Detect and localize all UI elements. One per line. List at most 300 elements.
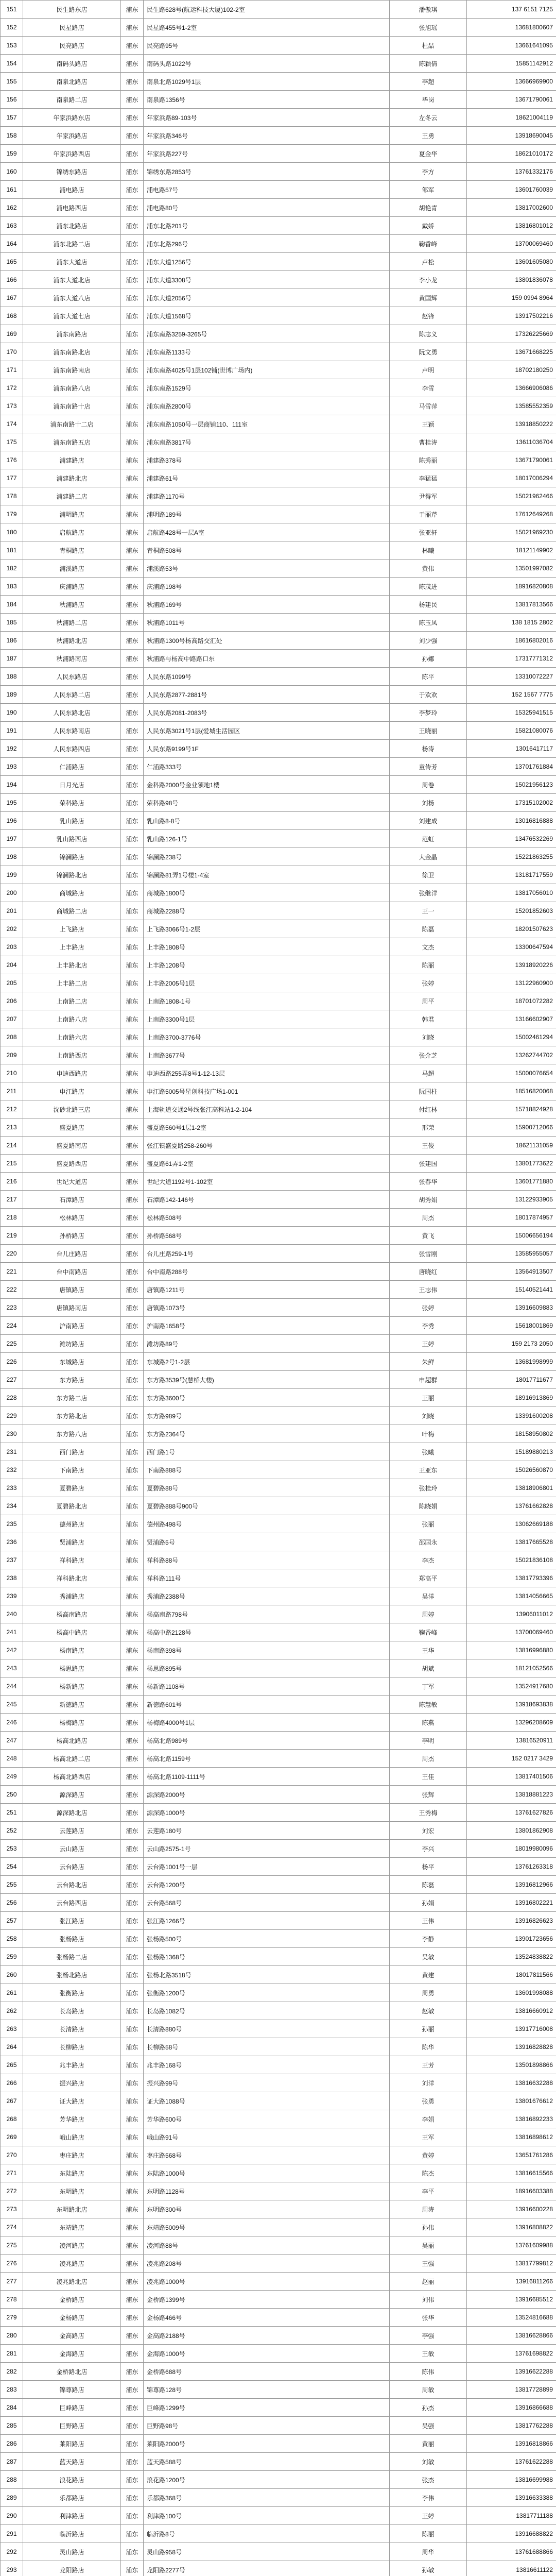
- phone-number: 13916609883: [467, 1299, 556, 1317]
- district: 浦东: [121, 235, 144, 253]
- phone-number: 13816628866: [467, 2327, 556, 2345]
- district: 浦东: [121, 91, 144, 109]
- phone-number: 13817401506: [467, 1768, 556, 1786]
- contact-person: 李静: [390, 1930, 467, 1948]
- contact-person: 毕岗: [390, 91, 467, 109]
- store-address: 人民东路9199号1F: [144, 740, 390, 758]
- row-number: 229: [1, 1407, 23, 1425]
- contact-person: 张辉: [390, 1786, 467, 1804]
- row-number: 260: [1, 1966, 23, 1984]
- table-row: [1, 2435, 556, 2453]
- table-row: [1, 1461, 556, 1479]
- row-number: 198: [1, 848, 23, 866]
- table-row: [1, 2525, 556, 2543]
- store-address: 秀浦路2388号: [144, 1587, 390, 1605]
- phone-number: 18916913869: [467, 1389, 556, 1407]
- store-address: 东靖路5009号: [144, 2218, 390, 2236]
- contact-person: 鞠香峰: [390, 235, 467, 253]
- phone-number: 152 0217 3429: [467, 1750, 556, 1768]
- store-name: 浦东南路五店: [23, 433, 121, 451]
- district: 浦东: [121, 1587, 144, 1605]
- store-table-body: [1, 1, 556, 2576]
- store-address: 上南路3700-3776号: [144, 1028, 390, 1046]
- store-name: 南泉路二店: [23, 91, 121, 109]
- store-address: 张江镇盛夏路258-260号: [144, 1137, 390, 1155]
- phone-number: 18701072282: [467, 992, 556, 1010]
- store-name: 沈砂北路三店: [23, 1100, 121, 1118]
- store-address: 盛夏路61弄1-2室: [144, 1155, 390, 1173]
- phone-number: 13817793396: [467, 1569, 556, 1587]
- contact-person: 刘建成: [390, 812, 467, 830]
- store-name: 民亮路店: [23, 37, 121, 55]
- contact-person: 胡斌: [390, 1659, 467, 1677]
- row-number: 206: [1, 992, 23, 1010]
- store-address: 巨峰路1299号: [144, 2399, 390, 2417]
- contact-person: 赵丽: [390, 2273, 467, 2291]
- district: 浦东: [121, 2507, 144, 2525]
- table-row: [1, 830, 556, 848]
- contact-person: 王芳: [390, 2056, 467, 2074]
- row-number: 240: [1, 1605, 23, 1623]
- store-address: 乳山路8-8号: [144, 812, 390, 830]
- district: 浦东: [121, 1659, 144, 1677]
- store-name: 锦尊路店: [23, 2381, 121, 2399]
- row-number: 185: [1, 614, 23, 632]
- district: 浦东: [121, 181, 144, 199]
- store-name: 张杨北路店: [23, 1966, 121, 1984]
- store-name: 长清路店: [23, 2020, 121, 2038]
- store-address: 金海路1000号: [144, 2345, 390, 2363]
- store-address: 临沂路8号: [144, 2525, 390, 2543]
- row-number: 246: [1, 1714, 23, 1732]
- store-address: 夏碧路888号900号: [144, 1497, 390, 1515]
- store-address: 金杨路466号: [144, 2309, 390, 2327]
- store-address: 莱阳路2000号: [144, 2435, 390, 2453]
- store-address: 浦东南路2800号: [144, 397, 390, 415]
- store-address: 峨山路91号: [144, 2128, 390, 2146]
- store-address: 浦东南路3817号: [144, 433, 390, 451]
- phone-number: 13916811266: [467, 2273, 556, 2291]
- row-number: 171: [1, 361, 23, 379]
- store-name: 下南路店: [23, 1461, 121, 1479]
- table-row: [1, 1425, 556, 1443]
- store-name: 庆浦路店: [23, 578, 121, 596]
- district: 浦东: [121, 109, 144, 127]
- row-number: 285: [1, 2417, 23, 2435]
- table-row: [1, 2291, 556, 2309]
- row-number: 190: [1, 704, 23, 722]
- table-row: [1, 2056, 556, 2074]
- row-number: 282: [1, 2363, 23, 2381]
- store-address: 张衡路1200号: [144, 1984, 390, 2002]
- store-name: 孙桥路店: [23, 1227, 121, 1245]
- row-number: 291: [1, 2525, 23, 2543]
- table-row: [1, 451, 556, 469]
- phone-number: 15618001869: [467, 1317, 556, 1335]
- row-number: 153: [1, 37, 23, 55]
- store-name: 德州路店: [23, 1515, 121, 1533]
- phone-number: 13817711188: [467, 2507, 556, 2525]
- contact-person: 陈燕: [390, 1714, 467, 1732]
- phone-number: 13801836078: [467, 271, 556, 289]
- store-address: 孙桥路568号: [144, 1227, 390, 1245]
- store-address: 浦东南路3259-3265号: [144, 325, 390, 343]
- district: 浦东: [121, 1010, 144, 1028]
- row-number: 194: [1, 776, 23, 794]
- row-number: 220: [1, 1245, 23, 1263]
- contact-person: 卢明: [390, 361, 467, 379]
- district: 浦东: [121, 2309, 144, 2327]
- store-name: 上飞路店: [23, 920, 121, 938]
- phone-number: 13801676612: [467, 2092, 556, 2110]
- district: 浦东: [121, 758, 144, 776]
- contact-person: 韩君: [390, 1010, 467, 1028]
- store-address: 上丰路2005号1层: [144, 974, 390, 992]
- phone-number: 13901723656: [467, 1930, 556, 1948]
- store-address: 荣科路98号: [144, 794, 390, 812]
- district: 浦东: [121, 469, 144, 487]
- row-number: 267: [1, 2092, 23, 2110]
- phone-number: 17317771312: [467, 650, 556, 668]
- row-number: 152: [1, 19, 23, 37]
- district: 浦东: [121, 2056, 144, 2074]
- row-number: 195: [1, 794, 23, 812]
- store-name: 浦东大道七店: [23, 307, 121, 325]
- table-row: [1, 1696, 556, 1714]
- table-row: [1, 1407, 556, 1425]
- district: 浦东: [121, 614, 144, 632]
- contact-person: 李雪: [390, 379, 467, 397]
- store-address: 申迪西路255弄8号1-12-13层: [144, 1064, 390, 1082]
- store-address: 浦溪路53号: [144, 560, 390, 578]
- store-name: 杨梅路店: [23, 1714, 121, 1732]
- district: 浦东: [121, 19, 144, 37]
- phone-number: 18516820068: [467, 1082, 556, 1100]
- contact-person: 李娟: [390, 2110, 467, 2128]
- contact-person: 陈晓娟: [390, 1497, 467, 1515]
- store-name: 年家浜路西店: [23, 145, 121, 163]
- row-number: 159: [1, 145, 23, 163]
- store-address: 上海轨道交通2号线张江高科站1-2-104: [144, 1100, 390, 1118]
- contact-person: 黄丽: [390, 2435, 467, 2453]
- table-row: [1, 2182, 556, 2200]
- district: 浦东: [121, 902, 144, 920]
- row-number: 254: [1, 1858, 23, 1876]
- row-number: 193: [1, 758, 23, 776]
- store-address: 浦东大道1256号: [144, 253, 390, 271]
- district: 浦东: [121, 2561, 144, 2576]
- phone-number: 13564913507: [467, 1263, 556, 1281]
- store-name: 杨高北路西店: [23, 1768, 121, 1786]
- table-row: [1, 1479, 556, 1497]
- store-address: 杨高北路989号: [144, 1732, 390, 1750]
- store-name: 浦明路店: [23, 505, 121, 523]
- contact-person: 王强: [390, 2255, 467, 2273]
- phone-number: 13122933905: [467, 1191, 556, 1209]
- table-row: [1, 2092, 556, 2110]
- phone-number: 18017006294: [467, 469, 556, 487]
- phone-number: 13700069460: [467, 1623, 556, 1641]
- row-number: 179: [1, 505, 23, 523]
- row-number: 192: [1, 740, 23, 758]
- row-number: 181: [1, 541, 23, 560]
- district: 浦东: [121, 325, 144, 343]
- contact-person: 张亚轩: [390, 523, 467, 541]
- district: 浦东: [121, 487, 144, 505]
- district: 浦东: [121, 1696, 144, 1714]
- contact-person: 刘晓: [390, 1407, 467, 1425]
- contact-person: 刘敏: [390, 2453, 467, 2471]
- contact-person: 吴洋: [390, 1587, 467, 1605]
- phone-number: 13801773622: [467, 1155, 556, 1173]
- store-address: 秋浦路169号: [144, 596, 390, 614]
- phone-number: 15021836108: [467, 1551, 556, 1569]
- store-address: 长岛路1082号: [144, 2002, 390, 2020]
- store-address: 浦建路61号: [144, 469, 390, 487]
- row-number: 199: [1, 866, 23, 884]
- phone-number: 13917502216: [467, 307, 556, 325]
- store-address: 浦东南路4025号1层102铺(世博广场内): [144, 361, 390, 379]
- district: 浦东: [121, 253, 144, 271]
- contact-person: 邹军: [390, 181, 467, 199]
- table-row: [1, 2471, 556, 2489]
- district: 浦东: [121, 1389, 144, 1407]
- row-number: 182: [1, 560, 23, 578]
- table-row: [1, 668, 556, 686]
- table-row: [1, 1786, 556, 1804]
- store-name: 秀浦路店: [23, 1587, 121, 1605]
- contact-person: 黄飞: [390, 1227, 467, 1245]
- contact-person: 潘傲琪: [390, 1, 467, 19]
- table-row: [1, 1389, 556, 1407]
- row-number: 163: [1, 217, 23, 235]
- district: 浦东: [121, 686, 144, 704]
- table-row: [1, 992, 556, 1010]
- contact-person: 周华: [390, 2543, 467, 2561]
- contact-person: 张雪刚: [390, 1245, 467, 1263]
- store-name: 人民东路店: [23, 668, 121, 686]
- phone-number: 13476532269: [467, 830, 556, 848]
- district: 浦东: [121, 199, 144, 217]
- store-name: 张杨路店: [23, 1930, 121, 1948]
- phone-number: 18621004119: [467, 109, 556, 127]
- contact-person: 尹得军: [390, 487, 467, 505]
- district: 浦东: [121, 704, 144, 722]
- row-number: 243: [1, 1659, 23, 1677]
- store-address: 蓝天路588号: [144, 2453, 390, 2471]
- contact-person: 王丽: [390, 1389, 467, 1407]
- store-address: 德州路498号: [144, 1515, 390, 1533]
- store-name: 凌兆路北店: [23, 2273, 121, 2291]
- row-number: 247: [1, 1732, 23, 1750]
- store-address: 金科路2000号金业领地1楼: [144, 776, 390, 794]
- store-address: 青桐路508号: [144, 541, 390, 560]
- district: 浦东: [121, 433, 144, 451]
- row-number: 264: [1, 2038, 23, 2056]
- phone-number: 13916685512: [467, 2291, 556, 2309]
- district: 浦东: [121, 1443, 144, 1461]
- district: 浦东: [121, 523, 144, 541]
- row-number: 214: [1, 1137, 23, 1155]
- contact-person: 周平: [390, 992, 467, 1010]
- row-number: 211: [1, 1082, 23, 1100]
- contact-person: 陈丽: [390, 2525, 467, 2543]
- table-row: [1, 1191, 556, 1209]
- contact-person: 王志伟: [390, 1281, 467, 1299]
- district: 浦东: [121, 1118, 144, 1137]
- contact-person: 王军: [390, 2128, 467, 2146]
- table-row: [1, 1930, 556, 1948]
- contact-person: 唐晓红: [390, 1263, 467, 1281]
- store-name: 祥科路北店: [23, 1569, 121, 1587]
- store-address: 上南路3677号: [144, 1046, 390, 1064]
- store-address: 浦东大道2056号: [144, 289, 390, 307]
- row-number: 250: [1, 1786, 23, 1804]
- contact-person: 李梦玲: [390, 704, 467, 722]
- store-name: 浦东南路店: [23, 325, 121, 343]
- store-address: 凌兆路208号: [144, 2255, 390, 2273]
- phone-number: 13062669188: [467, 1515, 556, 1533]
- row-number: 224: [1, 1317, 23, 1335]
- contact-person: 周婷: [390, 1605, 467, 1623]
- row-number: 261: [1, 1984, 23, 2002]
- phone-number: 18017874957: [467, 1209, 556, 1227]
- store-address: 南泉路1356号: [144, 91, 390, 109]
- store-address: 兆丰路168号: [144, 2056, 390, 2074]
- district: 浦东: [121, 1623, 144, 1641]
- phone-number: 15021962466: [467, 487, 556, 505]
- store-address: 龙阳路2277号: [144, 2561, 390, 2576]
- store-address: 年家浜路89-103号: [144, 109, 390, 127]
- contact-person: 孙伟: [390, 2218, 467, 2236]
- contact-person: 周勇: [390, 1984, 467, 2002]
- row-number: 208: [1, 1028, 23, 1046]
- store-name: 浦东北路店: [23, 217, 121, 235]
- district: 浦东: [121, 1497, 144, 1515]
- contact-person: 胡秀娟: [390, 1191, 467, 1209]
- table-row: [1, 2507, 556, 2525]
- store-address: 灵山路958号: [144, 2543, 390, 2561]
- phone-number: 18621010172: [467, 145, 556, 163]
- store-address: 秋浦路与杨高中路路口东: [144, 650, 390, 668]
- contact-person: 邢荣: [390, 1118, 467, 1137]
- row-number: 270: [1, 2146, 23, 2164]
- phone-number: 15325941515: [467, 704, 556, 722]
- table-row: [1, 1263, 556, 1281]
- table-row: [1, 2381, 556, 2399]
- store-address: 启航路428号一层A室: [144, 523, 390, 541]
- row-number: 154: [1, 55, 23, 73]
- district: 浦东: [121, 1191, 144, 1209]
- store-name: 上南路六店: [23, 1028, 121, 1046]
- district: 浦东: [121, 956, 144, 974]
- store-name: 金杨路店: [23, 2309, 121, 2327]
- contact-person: 陈秀丽: [390, 451, 467, 469]
- phone-number: 13916828828: [467, 2038, 556, 2056]
- district: 浦东: [121, 2218, 144, 2236]
- phone-number: 13601771880: [467, 1173, 556, 1191]
- table-row: [1, 740, 556, 758]
- row-number: 228: [1, 1389, 23, 1407]
- phone-number: 13916866688: [467, 2399, 556, 2417]
- phone-number: 13906011012: [467, 1605, 556, 1623]
- store-name: 浪花路店: [23, 2471, 121, 2489]
- phone-number: 13310072227: [467, 668, 556, 686]
- district: 浦东: [121, 1732, 144, 1750]
- contact-person: 刘晓: [390, 1028, 467, 1046]
- row-number: 227: [1, 1371, 23, 1389]
- row-number: 156: [1, 91, 23, 109]
- contact-person: 陈伟: [390, 2363, 467, 2381]
- phone-number: 13601998088: [467, 1984, 556, 2002]
- store-name: 上南路西店: [23, 1046, 121, 1064]
- contact-person: 孙敏: [390, 2561, 467, 2576]
- table-row: [1, 1155, 556, 1173]
- row-number: 253: [1, 1840, 23, 1858]
- phone-number: 15002461294: [467, 1028, 556, 1046]
- store-address: 仁浦路333号: [144, 758, 390, 776]
- store-address: 申江路5005号星创科技广场1-001: [144, 1082, 390, 1100]
- table-row: [1, 2110, 556, 2128]
- row-number: 237: [1, 1551, 23, 1569]
- table-row: [1, 632, 556, 650]
- store-address: 上南路3300号1层: [144, 1010, 390, 1028]
- phone-number: 13166602907: [467, 1010, 556, 1028]
- store-address: 浦东北路296号: [144, 235, 390, 253]
- table-row: [1, 73, 556, 91]
- store-name: 蓝天路店: [23, 2453, 121, 2471]
- phone-number: 13817728899: [467, 2381, 556, 2399]
- store-address: 乳山路126-1号: [144, 830, 390, 848]
- contact-person: 童传芳: [390, 758, 467, 776]
- district: 浦东: [121, 812, 144, 830]
- contact-person: 张华: [390, 2309, 467, 2327]
- store-name: 石潭路店: [23, 1191, 121, 1209]
- phone-number: 15851142912: [467, 55, 556, 73]
- store-address: 民星路455号1-2室: [144, 19, 390, 37]
- district: 浦东: [121, 1100, 144, 1118]
- phone-number: 13817813566: [467, 596, 556, 614]
- phone-number: 13918920226: [467, 956, 556, 974]
- phone-number: 18201507623: [467, 920, 556, 938]
- contact-person: 陈杰: [390, 2164, 467, 2182]
- row-number: 213: [1, 1118, 23, 1137]
- contact-person: 吴强: [390, 2417, 467, 2435]
- store-address: 年家浜路346号: [144, 127, 390, 145]
- store-name: 浦东大道北店: [23, 271, 121, 289]
- store-address: 浦明路189号: [144, 505, 390, 523]
- store-name: 东方路北店: [23, 1407, 121, 1425]
- store-name: 乐都路店: [23, 2489, 121, 2507]
- table-row: [1, 2327, 556, 2345]
- store-name: 浦建路二店: [23, 487, 121, 505]
- store-name: 东明路店: [23, 2182, 121, 2200]
- phone-number: 13918850222: [467, 415, 556, 433]
- row-number: 200: [1, 884, 23, 902]
- district: 浦东: [121, 2074, 144, 2092]
- phone-number: 18017711677: [467, 1371, 556, 1389]
- store-name: 浦东南路八店: [23, 379, 121, 397]
- store-name: 云莲路店: [23, 1822, 121, 1840]
- district: 浦东: [121, 1750, 144, 1768]
- table-row: [1, 758, 556, 776]
- contact-person: 王颖: [390, 415, 467, 433]
- row-number: 274: [1, 2218, 23, 2236]
- table-row: [1, 1677, 556, 1696]
- contact-person: 王伟: [390, 1912, 467, 1930]
- phone-number: 15006656194: [467, 1227, 556, 1245]
- district: 浦东: [121, 1281, 144, 1299]
